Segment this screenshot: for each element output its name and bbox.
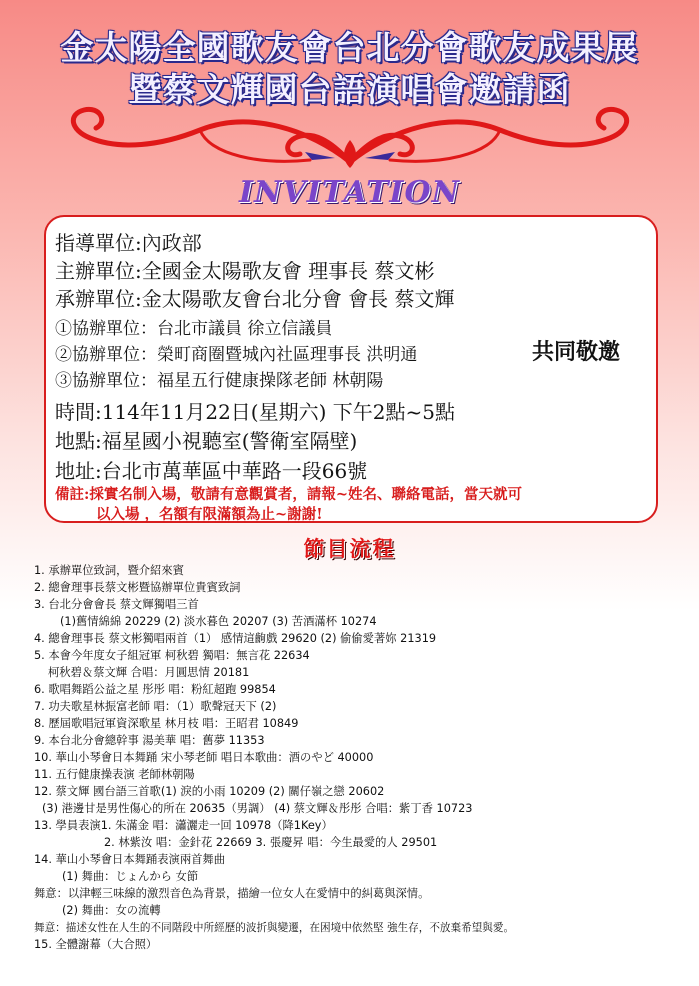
program-item: 9. 本台北分會總幹事 湯美華 唱：舊夢 11353 (34, 734, 265, 747)
invitation-heading: INVITATION (239, 175, 460, 210)
program-item: (3) 港邊甘是男性傷心的所在 20635（男調） (4) 蔡文輝＆彤彤 合唱：紫丁香 10723 (42, 802, 473, 815)
program-item: (1) 舞曲：じょんから 女節 (62, 870, 199, 883)
co-organizer-1: ①協辦單位：台北市議員 徐立信議員 (55, 319, 333, 339)
note-line-1: 備註:採實名制入場，敬請有意觀賞者，請報~姓名、聯絡電話，當天就可 (55, 486, 522, 503)
program-item: 舞意：描述女性在人生的不同階段中所經歷的波折與變遷，在困境中依然堅 強生存，不放棄希望與愛。 (34, 922, 515, 934)
program-item: 柯秋碧＆蔡文輝 合唱：月圓思情 20181 (48, 666, 250, 679)
organizer-unit: 主辦單位:全國金太陽歌友會 理事長 蔡文彬 (55, 259, 435, 283)
program-item: 2. 林紫汝 唱：金針花 22669 3. 張慶昇 唱：今生最愛的人 29501 (104, 836, 438, 849)
program-item: 舞意：以津輕三味線的激烈音色為背景，描繪一位女人在愛情中的糾葛與深情。 (34, 887, 430, 900)
program-item: 7. 功夫歌星林振富老師 唱：（1）歌聲冠天下 (2) (34, 700, 277, 713)
program-item: 3. 台北分會會長 蔡文輝獨唱三首 (34, 598, 199, 611)
program-item: 1. 承辦單位致詞，暨介紹來賓 (34, 564, 184, 577)
co-organizer-3: ③協辦單位：福星五行健康操隊老師 林朝陽 (55, 371, 384, 391)
host-unit: 承辦單位:金太陽歌友會台北分會 會長 蔡文輝 (55, 287, 455, 311)
program-item: (2) 舞曲：女の流轉 (62, 904, 161, 917)
program-item: 10. 華山小琴會日本舞踊 宋小琴老師 唱日本歌曲：酒のやど 40000 (34, 751, 374, 764)
ornament-flourish-icon (50, 100, 650, 180)
program-item: (1)舊情綿綿 20229 (2) 淡水暮色 20207 (3) 苦酒滿杯 10274 (60, 615, 377, 628)
jointly-invite-label: 共同敬邀 (532, 339, 621, 365)
program-item: 4. 總會理事長 蔡文彬獨唱兩首（1） 感情這齣戲 29620 (2) 偷偷愛著妳 21319 (34, 632, 437, 645)
program-item: 12. 蔡文輝 國台語三首歌(1) 淚的小雨 10209 (2) 關仔嶺之戀 20602 (34, 785, 385, 798)
program-item: 8. 歷屆歌唱冠軍資深歌星 林月枝 唱：王昭君 10849 (34, 717, 299, 730)
program-item: 14. 華山小琴會日本舞踊表演兩首舞曲 (34, 853, 226, 866)
program-item: 15. 全體謝幕（大合照） (34, 938, 158, 951)
program-item: 11. 五行健康操表演 老師林朝陽 (34, 768, 195, 781)
title-line-2: 暨蔡文輝國台語演唱會邀請函 (128, 70, 571, 109)
program-heading: 節目流程 (303, 536, 396, 561)
event-venue: 地點:福星國小視聽室(警衛室隔壁) (55, 429, 358, 453)
title-line-1: 金太陽全國歌友會台北分會歌友成果展 (60, 28, 639, 67)
guidance-unit: 指導單位:內政部 (55, 231, 202, 255)
program-item: 13. 學員表演1. 朱滿金 唱：瀟灑走一回 10978（降1Key） (34, 819, 333, 832)
program-item: 5. 本會今年度女子組冠軍 柯秋碧 獨唱：無言花 22634 (34, 649, 310, 662)
event-time: 時間:114年11月22日(星期六) 下午2點~5點 (55, 400, 455, 424)
note-line-2: 以入場 ，名額有限滿額為止~謝謝! (96, 506, 323, 523)
event-address: 地址:台北市萬華區中華路一段66號 (55, 459, 368, 483)
program-item: 2. 總會理事長蔡文彬暨協辦單位貴賓致詞 (34, 581, 241, 594)
program-item: 6. 歌唱舞蹈公益之星 彤彤 唱：粉紅超跑 99854 (34, 683, 276, 696)
co-organizer-2: ②協辦單位：榮町商圈暨城內社區理事長 洪明通 (55, 345, 418, 365)
program-list (0, 564, 699, 974)
